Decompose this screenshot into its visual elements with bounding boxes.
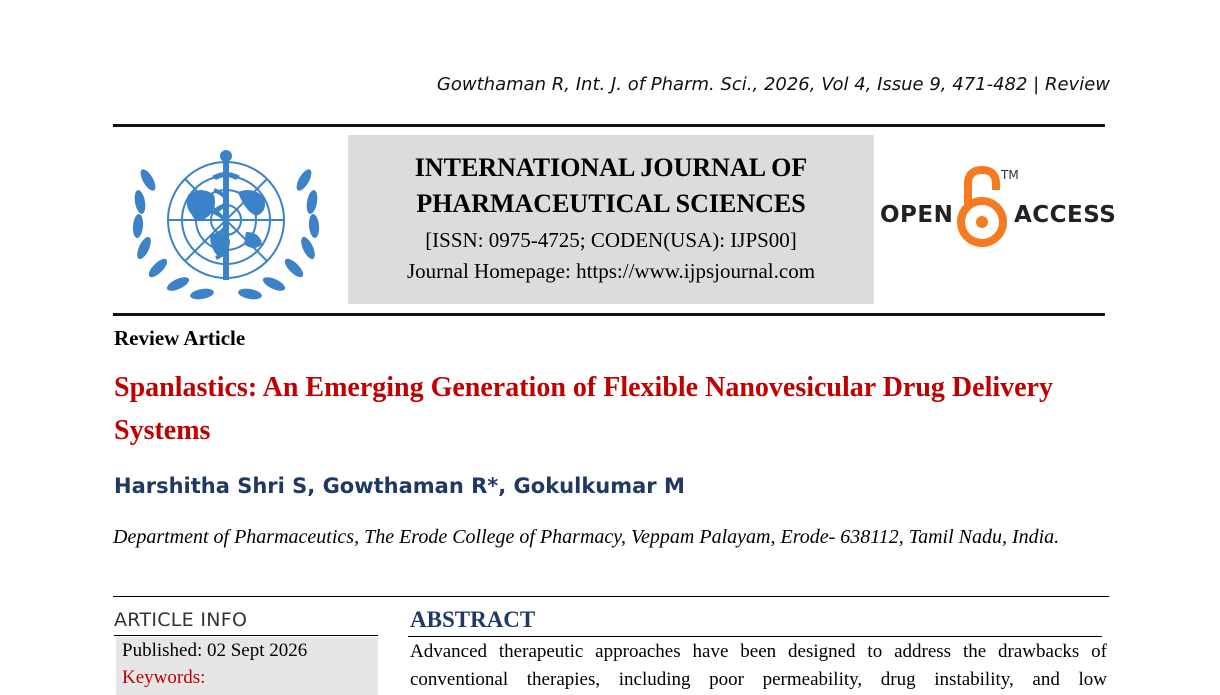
keywords-label: Keywords: xyxy=(122,667,206,688)
open-access-open-text: OPEN xyxy=(880,202,954,228)
header-rule-top xyxy=(113,124,1105,127)
abstract-rule xyxy=(408,636,1102,637)
journal-name-line1: INTERNATIONAL JOURNAL OF xyxy=(414,153,808,182)
journal-masthead xyxy=(348,135,874,304)
article-info-rule xyxy=(114,635,378,636)
article-title: Spanlastics: An Emerging Generation of Flexible Nanovesicular Drug Delivery Systems xyxy=(114,372,1053,446)
journal-emblem-logo xyxy=(126,140,326,308)
published-date: Published: 02 Sept 2026 xyxy=(122,640,308,661)
open-access-trademark: TM xyxy=(1001,168,1019,182)
author-affiliation: Department of Pharmaceutics, The Erode College of Pharmacy, Veppam Palayam, Erode- 638112, Tamil Nadu, India. xyxy=(113,526,1060,548)
article-authors: Harshitha Shri S, Gowthaman R*, Gokulkumar M xyxy=(114,474,685,498)
journal-homepage: Journal Homepage: https://www.ijpsjournal.com xyxy=(406,259,816,283)
journal-name-line2: PHARMACEUTICAL SCIENCES xyxy=(416,189,806,218)
section-divider xyxy=(113,596,1109,597)
open-access-access-text: ACCESS xyxy=(1014,202,1117,228)
article-type: Review Article xyxy=(114,326,246,350)
header-rule-bottom xyxy=(113,313,1105,316)
running-head: Gowthaman R, Int. J. of Pharm. Sci., 2026, Vol 4, Issue 9, 471-482 | Review xyxy=(436,74,1110,95)
article-info-heading: ARTICLE INFO xyxy=(114,609,248,631)
open-access-logo xyxy=(878,160,1117,252)
abstract-heading: ABSTRACT xyxy=(410,607,536,632)
abstract-text: Advanced therapeutic approaches have been designed to address the drawbacks of conventional therapies, including poor permeability, drug instability, and low xyxy=(410,641,1107,690)
journal-issn: [ISSN: 0975-4725; CODEN(USA): IJPS00] xyxy=(425,228,797,252)
